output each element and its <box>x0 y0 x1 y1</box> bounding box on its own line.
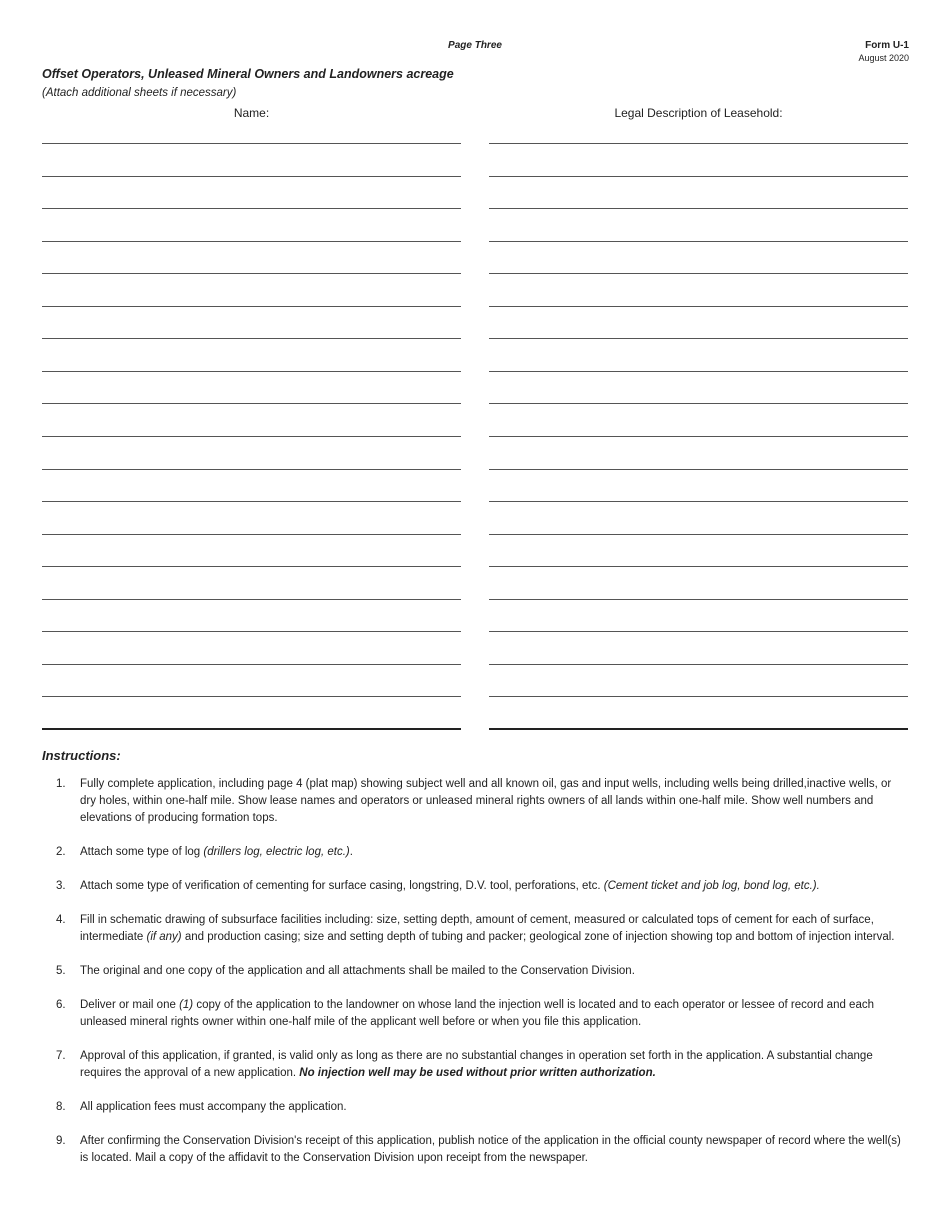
instruction-text: Attach some type of verification of cementing for surface casing, longstring, D.V. tool, perforations, etc. <box>80 880 604 892</box>
name-field[interactable] <box>42 634 461 665</box>
form-date: August 2020 <box>858 53 909 63</box>
instruction-item <box>42 878 910 895</box>
legal-description-field[interactable] <box>489 699 908 730</box>
name-field[interactable] <box>42 146 461 177</box>
name-field[interactable] <box>42 601 461 632</box>
instruction-number: 8. <box>56 1101 66 1113</box>
name-field[interactable] <box>42 406 461 437</box>
name-field[interactable] <box>42 536 461 567</box>
instruction-text: (1) <box>179 999 194 1011</box>
instruction-text: The original and one copy of the application and all attachments shall be mailed to the Conservation Division. <box>80 965 635 977</box>
legal-description-field[interactable] <box>489 569 908 600</box>
legal-description-field[interactable] <box>489 341 908 372</box>
legal-description-field[interactable] <box>489 146 908 177</box>
instruction-number: 4. <box>56 914 66 926</box>
legal-description-field[interactable] <box>489 276 908 307</box>
name-field[interactable] <box>42 243 461 274</box>
instruction-number: 2. <box>56 846 66 858</box>
instruction-item <box>42 912 910 946</box>
name-field[interactable] <box>42 699 461 730</box>
legal-description-field[interactable] <box>489 308 908 339</box>
name-field[interactable] <box>42 666 461 697</box>
instruction-text: No injection well may be used without prior written authorization. <box>299 1067 656 1079</box>
legal-description-field[interactable] <box>489 211 908 242</box>
instruction-item <box>42 776 910 827</box>
instruction-number: 5. <box>56 965 66 977</box>
instruction-text: copy of the application to the landowner on whose land the injection well is located and to each operator or lessee of record and each unleased mineral rights owner within one-half mile of the applicant well before or when you file this application. <box>80 999 874 1028</box>
instructions-title: Instructions: <box>42 748 121 763</box>
instruction-text: After confirming the Conservation Division's receipt of this application, publish notice of the application in the official county newspaper of record where the well(s) is located. Mail a copy of the affidavit to the Conservation Division upon receipt from the newspaper. <box>80 1135 901 1164</box>
name-column-header: Name: <box>233 106 270 120</box>
instruction-text: (drillers log, electric log, etc.) <box>203 846 350 858</box>
page-number: Page Three <box>448 40 502 51</box>
instruction-item <box>42 844 910 861</box>
section-note: (Attach additional sheets if necessary) <box>42 87 237 99</box>
legal-description-field[interactable] <box>489 373 908 404</box>
instruction-item <box>42 1099 910 1116</box>
legal-description-field[interactable] <box>489 666 908 697</box>
legal-description-field[interactable] <box>489 536 908 567</box>
instructions-list <box>42 776 910 1184</box>
name-field[interactable] <box>42 211 461 242</box>
instruction-text: . <box>349 846 353 858</box>
instruction-text: (if any) <box>146 931 182 943</box>
legal-description-field[interactable] <box>489 471 908 502</box>
section-title: Offset Operators, Unleased Mineral Owners and Landowners acreage <box>42 67 454 81</box>
instruction-text: Fill in schematic drawing of subsurface facilities including: size, setting depth, amount of cement, measured or calculated tops of cement for each of surface, intermediate <box>80 914 874 943</box>
name-field[interactable] <box>42 373 461 404</box>
form-id: Form U-1 <box>865 40 909 51</box>
legal-description-field[interactable] <box>489 634 908 665</box>
legal-description-field[interactable] <box>489 504 908 535</box>
name-field[interactable] <box>42 178 461 209</box>
legal-description-column-header: Legal Description of Leasehold: <box>614 106 783 120</box>
instruction-number: 9. <box>56 1135 66 1147</box>
legal-description-field[interactable] <box>489 178 908 209</box>
name-field[interactable] <box>42 276 461 307</box>
instruction-number: 3. <box>56 880 66 892</box>
name-field[interactable] <box>42 471 461 502</box>
instruction-number: 1. <box>56 778 66 790</box>
instruction-text: Approval of this application, if granted, is valid only as long as there are no substantial changes in operation set forth in the application. A substantial change requires the approval of a new application. <box>80 1050 873 1079</box>
name-field[interactable] <box>42 504 461 535</box>
instruction-item <box>42 997 910 1031</box>
instruction-item <box>42 963 910 980</box>
instruction-item <box>42 1133 910 1167</box>
legal-description-field[interactable] <box>489 406 908 437</box>
legal-description-field[interactable] <box>489 243 908 274</box>
name-field[interactable] <box>42 341 461 372</box>
instruction-item <box>42 1048 910 1082</box>
instruction-number: 6. <box>56 999 66 1011</box>
legal-description-field[interactable] <box>489 439 908 470</box>
instruction-text: Deliver or mail one <box>80 999 180 1011</box>
name-field[interactable] <box>42 308 461 339</box>
instruction-number: 7. <box>56 1050 66 1062</box>
instruction-text: Fully complete application, including page 4 (plat map) showing subject well and all known oil, gas and input wells, including wells being drilled,inactive wells, or dry holes, within one-half mile. Show lease names and operators or unleased mineral rights owners of all lands within one-half mile. Show well numbers and elevations of producing formation tops. <box>80 778 892 824</box>
instruction-text: Attach some type of log <box>80 846 204 858</box>
instruction-text: All application fees must accompany the application. <box>80 1101 347 1113</box>
name-field[interactable] <box>42 439 461 470</box>
name-field[interactable] <box>42 569 461 600</box>
name-field[interactable] <box>42 113 461 144</box>
instruction-text: and production casing; size and setting depth of tubing and packer; geological zone of injection showing top and bottom of injection interval. <box>181 931 895 943</box>
legal-description-field[interactable] <box>489 113 908 144</box>
legal-description-field[interactable] <box>489 601 908 632</box>
instruction-text: (Cement ticket and job log, bond log, etc.). <box>603 880 820 892</box>
